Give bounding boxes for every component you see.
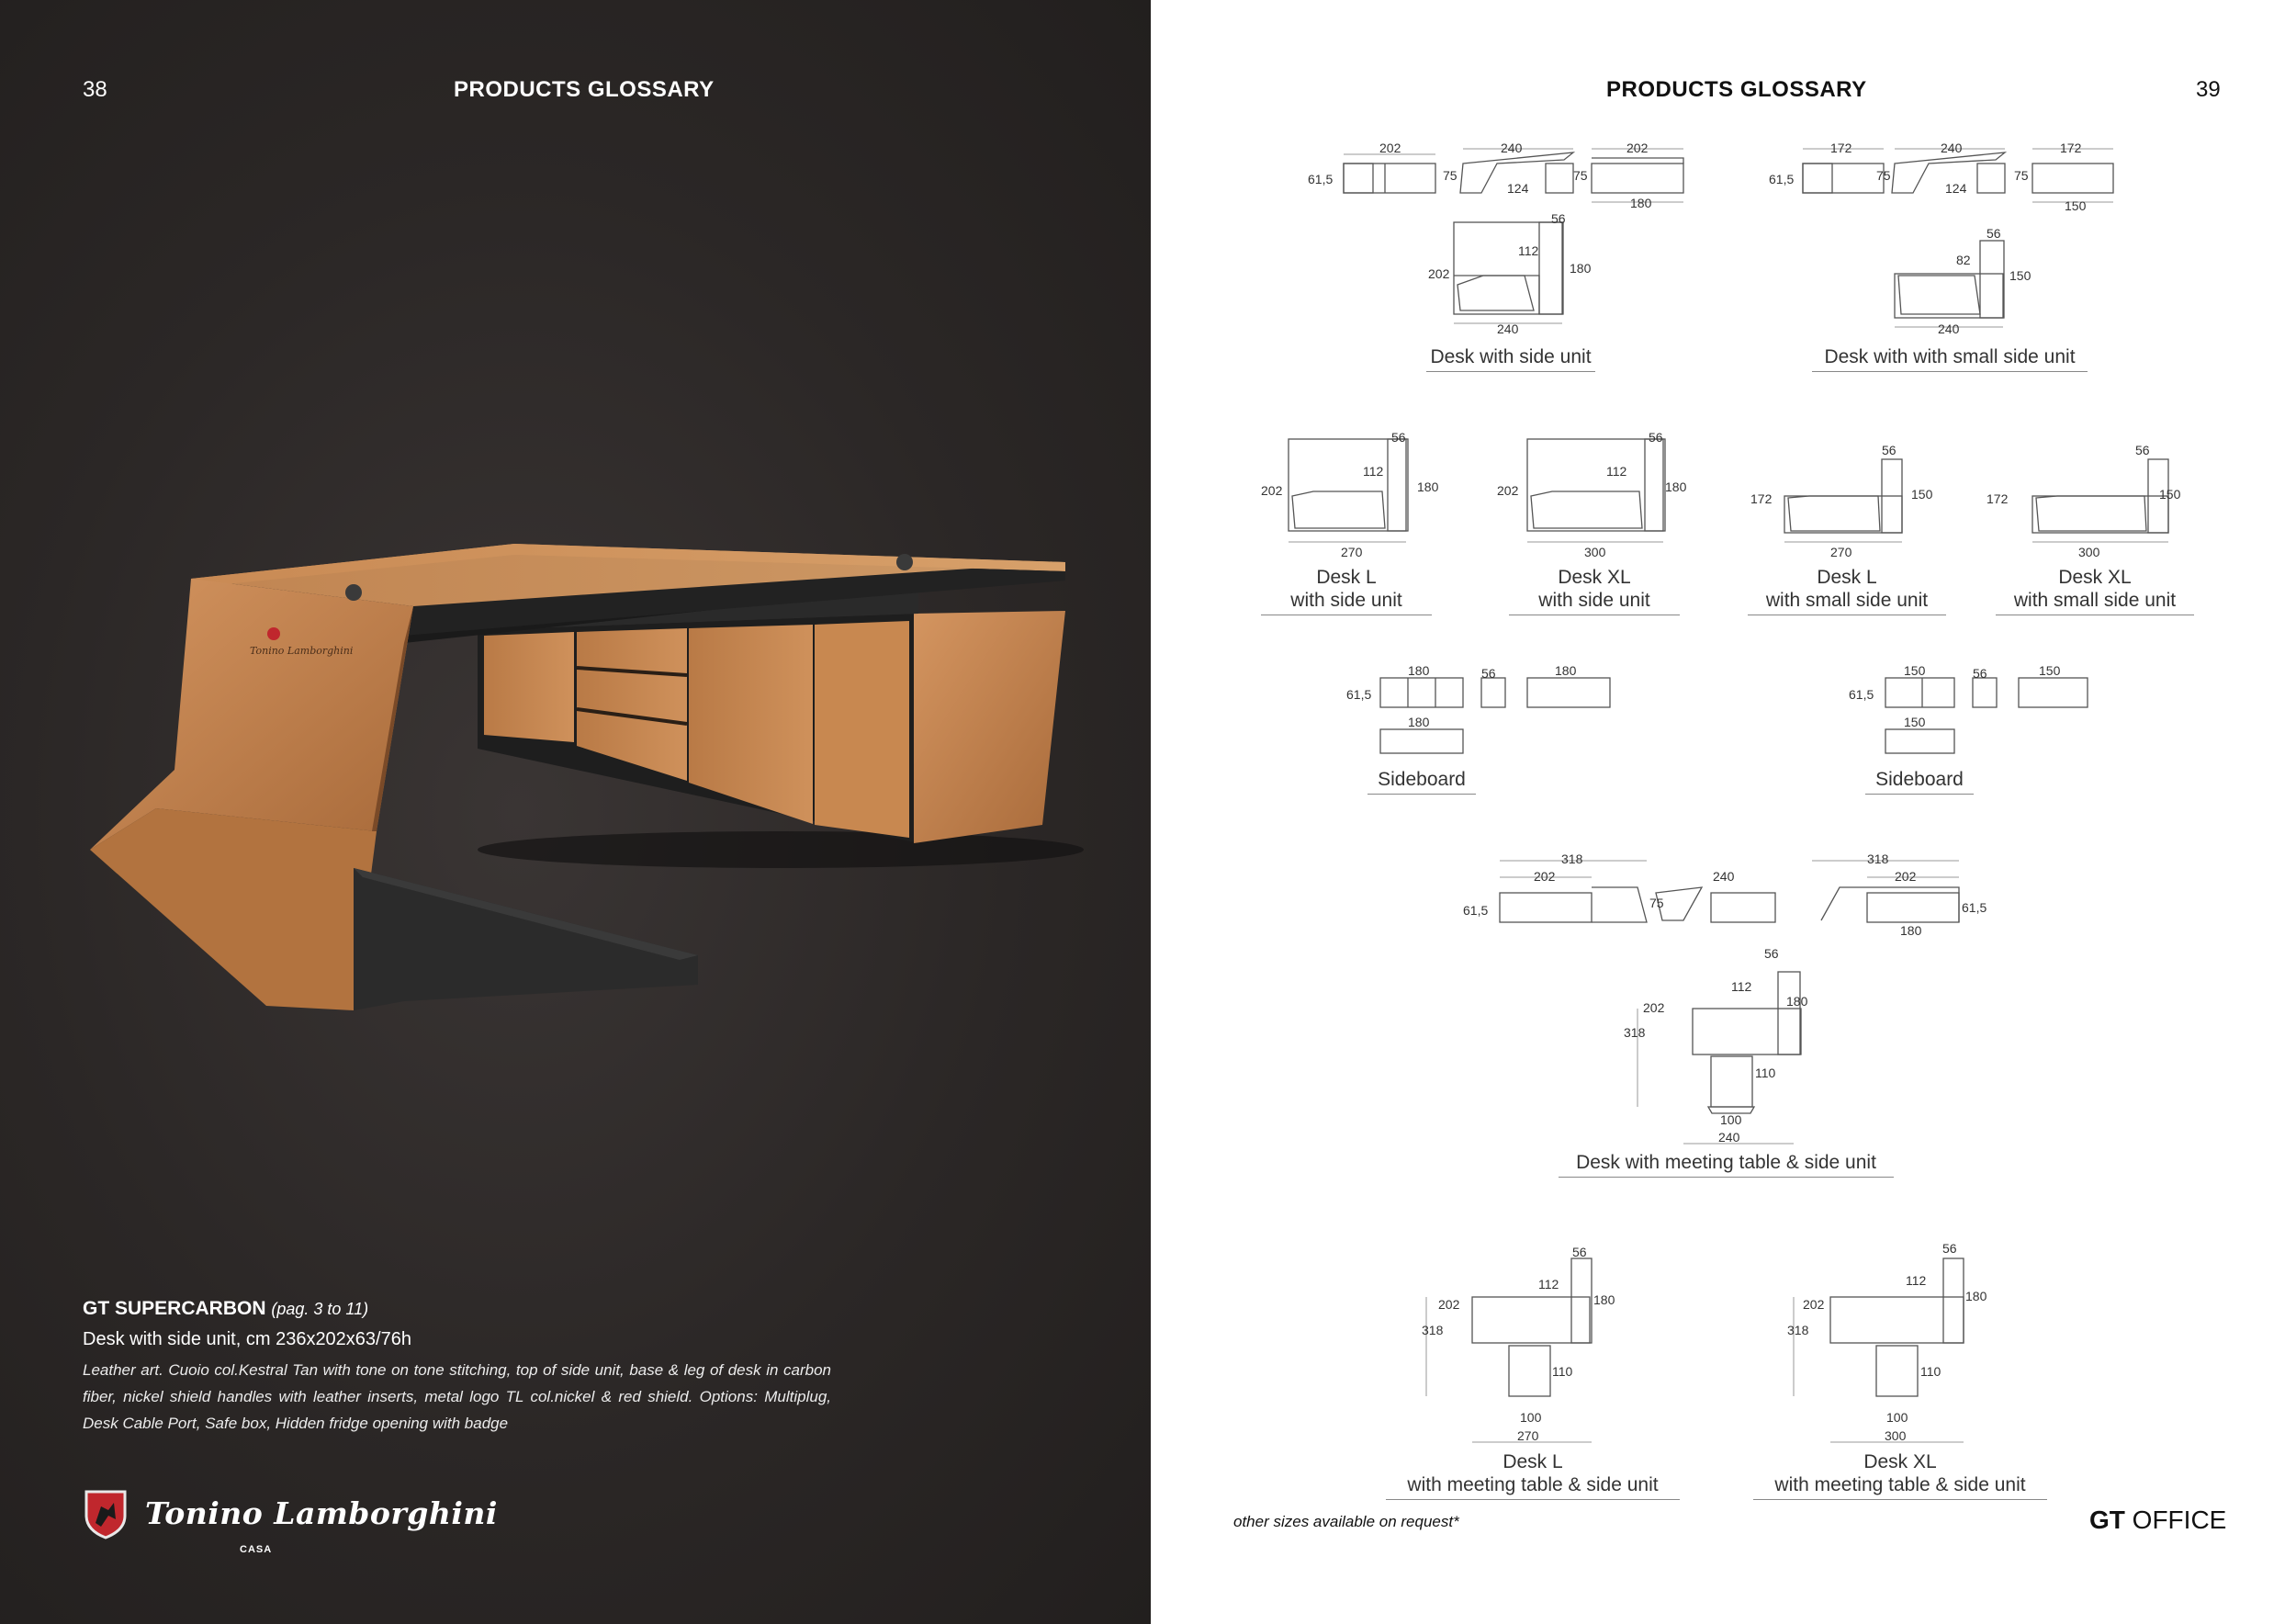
dim-label: 124: [1507, 181, 1529, 196]
brand-sub-text: CASA: [240, 1544, 273, 1555]
svg-text:Tonino Lamborghini: Tonino Lamborghini: [250, 645, 354, 657]
sizes-note: other sizes available on request*: [1233, 1513, 1459, 1530]
dim-label: 56: [1973, 666, 1987, 681]
dim-label: 56: [1764, 946, 1779, 961]
dim-label: 318: [1624, 1025, 1646, 1040]
dim-label: 172: [2060, 141, 2082, 155]
dim-label: 150: [2009, 268, 2032, 283]
dim-label: 75: [1573, 168, 1588, 183]
caption-sideboard-small: Sideboard: [1865, 768, 1974, 795]
dim-label: 110: [1920, 1364, 1941, 1379]
caption-line: Desk L: [1817, 567, 1877, 588]
dim-label: 110: [1755, 1066, 1776, 1080]
caption-line: with small side unit: [2013, 590, 2177, 611]
dim-label: 318: [1561, 851, 1583, 866]
dim-label: 180: [1665, 479, 1687, 494]
caption-line: with side unit: [1538, 590, 1650, 611]
dim-label: 56: [1551, 211, 1566, 226]
dim-label: 56: [1942, 1241, 1957, 1256]
dim-label: 100: [1720, 1112, 1742, 1127]
dim-label: 240: [1497, 321, 1519, 336]
dim-label: 56: [1481, 666, 1496, 681]
dim-label: 100: [1520, 1410, 1542, 1425]
dim-label: 202: [1534, 869, 1556, 884]
dim-label: 150: [2039, 663, 2061, 678]
dim-label: 112: [1363, 464, 1384, 479]
dim-label: 75: [1876, 168, 1891, 183]
caption-line: Desk XL: [1863, 1451, 1937, 1472]
dim-label: 56: [1572, 1245, 1587, 1259]
dim-label: 202: [1803, 1297, 1825, 1312]
dim-label: 240: [1938, 321, 1960, 336]
dim-label: 150: [1911, 487, 1933, 502]
dim-label: 150: [1904, 663, 1926, 678]
product-page-ref: (pag. 3 to 11): [271, 1300, 369, 1318]
dim-label: 75: [1649, 896, 1664, 910]
caption-line: Desk XL: [1558, 567, 1631, 588]
caption-desk-l-small-side-unit: [1748, 566, 1946, 615]
dim-label: 150: [1904, 715, 1926, 729]
caption-line: with meeting table & side unit: [1774, 1474, 2026, 1495]
dim-label: 112: [1518, 243, 1539, 258]
product-name: GT SUPERCARBON: [83, 1298, 266, 1319]
dim-label: 202: [1895, 869, 1917, 884]
caption-sideboard: Sideboard: [1367, 768, 1476, 795]
dim-label: 56: [1391, 430, 1406, 445]
dim-label: 300: [1584, 545, 1606, 559]
dim-label: 56: [1882, 443, 1896, 457]
caption-desk-side-unit: Desk with side unit: [1426, 345, 1595, 372]
dim-label: 56: [1986, 226, 2001, 241]
dim-label: 240: [1718, 1130, 1740, 1145]
dim-label: 112: [1906, 1273, 1927, 1288]
dim-label: 112: [1731, 979, 1752, 994]
dim-label: 100: [1886, 1410, 1908, 1425]
dim-label: 180: [1417, 479, 1439, 494]
dim-label: 300: [1885, 1428, 1907, 1443]
dim-label: 270: [1517, 1428, 1539, 1443]
dim-label: 112: [1538, 1277, 1559, 1291]
dim-label: 172: [1830, 141, 1852, 155]
dim-label: 180: [1593, 1292, 1615, 1307]
dim-label: 180: [1786, 994, 1808, 1009]
caption-desk-xl-small-side-unit: [1996, 566, 2194, 615]
dim-label: 124: [1945, 181, 1967, 196]
dim-label: 180: [1630, 196, 1652, 210]
dim-label: 61,5: [1962, 900, 1987, 915]
dim-label: 61,5: [1849, 687, 1874, 702]
dim-label: 202: [1626, 141, 1649, 155]
dim-label: 202: [1438, 1297, 1460, 1312]
caption-line: with meeting table & side unit: [1407, 1474, 1659, 1495]
dim-label: 172: [1750, 491, 1773, 506]
dim-label: 82: [1956, 253, 1971, 267]
caption-line: Desk XL: [2058, 567, 2132, 588]
collection-footer: [2089, 1506, 2226, 1535]
dim-label: 318: [1787, 1323, 1809, 1337]
page-number-right: 39: [2196, 77, 2221, 102]
page-header-left: PRODUCTS GLOSSARY: [454, 77, 715, 102]
product-description: Leather art. Cuoio col.Kestral Tan with tone on tone stitching, top of side unit, base & leg of desk in carbon fiber, nickel shield handles with leather inserts, metal logo TL col.nickel & red shield. Options: Multiplug, Desk Cable Port, Safe box, Hidden fridge opening with badge: [83, 1361, 831, 1432]
dim-label: 56: [1649, 430, 1663, 445]
dim-label: 180: [1555, 663, 1577, 678]
caption-line: with small side unit: [1765, 590, 1929, 611]
caption-line: Desk L: [1503, 1451, 1563, 1472]
collection-footer-light: OFFICE: [2132, 1506, 2227, 1534]
page-header-right: PRODUCTS GLOSSARY: [1606, 77, 1867, 102]
caption-desk-l-side-unit: [1261, 566, 1432, 615]
caption-desk-small-side-unit: Desk with with small side unit: [1812, 345, 2088, 372]
dim-label: 172: [1986, 491, 2009, 506]
dim-label: 61,5: [1308, 172, 1334, 186]
dim-label: 240: [1501, 141, 1523, 155]
dim-label: 240: [1713, 869, 1735, 884]
dim-label: 61,5: [1346, 687, 1372, 702]
dim-label: 318: [1422, 1323, 1444, 1337]
caption-desk-meeting-table: Desk with meeting table & side unit: [1559, 1151, 1894, 1178]
dim-label: 180: [1408, 715, 1430, 729]
dim-label: 61,5: [1463, 903, 1489, 918]
dim-label: 180: [1408, 663, 1430, 678]
dim-label: 300: [2078, 545, 2100, 559]
dim-label: 56: [2135, 443, 2150, 457]
page-number-left: 38: [83, 77, 107, 102]
caption-desk-l-meeting-table: [1386, 1450, 1680, 1500]
caption-line: Desk L: [1316, 567, 1377, 588]
dim-label: 202: [1643, 1000, 1665, 1015]
dim-label: 270: [1341, 545, 1363, 559]
dim-label: 180: [1900, 923, 1922, 938]
dim-label: 75: [1443, 168, 1458, 183]
caption-line: with side unit: [1290, 590, 1402, 611]
dim-label: 112: [1606, 464, 1627, 479]
dim-label: 180: [1965, 1289, 1987, 1303]
dim-label: 75: [2014, 168, 2029, 183]
brand-logo-text: Tonino Lamborghini: [145, 1495, 498, 1531]
dim-label: 61,5: [1769, 172, 1795, 186]
dim-label: 150: [2065, 198, 2087, 213]
dim-label: 202: [1261, 483, 1283, 498]
dim-label: 318: [1867, 851, 1889, 866]
collection-footer-bold: GT: [2089, 1506, 2125, 1534]
dim-label: 150: [2159, 487, 2181, 502]
dim-label: 202: [1379, 141, 1401, 155]
caption-desk-xl-side-unit: [1509, 566, 1680, 615]
dim-label: 240: [1941, 141, 1963, 155]
dim-label: 202: [1497, 483, 1519, 498]
dim-label: 270: [1830, 545, 1852, 559]
caption-desk-xl-meeting-table: [1753, 1450, 2047, 1500]
product-subtitle: Desk with side unit, cm 236x202x63/76h: [83, 1329, 411, 1349]
dim-label: 202: [1428, 266, 1450, 281]
dim-label: 180: [1570, 261, 1592, 276]
dim-label: 110: [1552, 1364, 1573, 1379]
